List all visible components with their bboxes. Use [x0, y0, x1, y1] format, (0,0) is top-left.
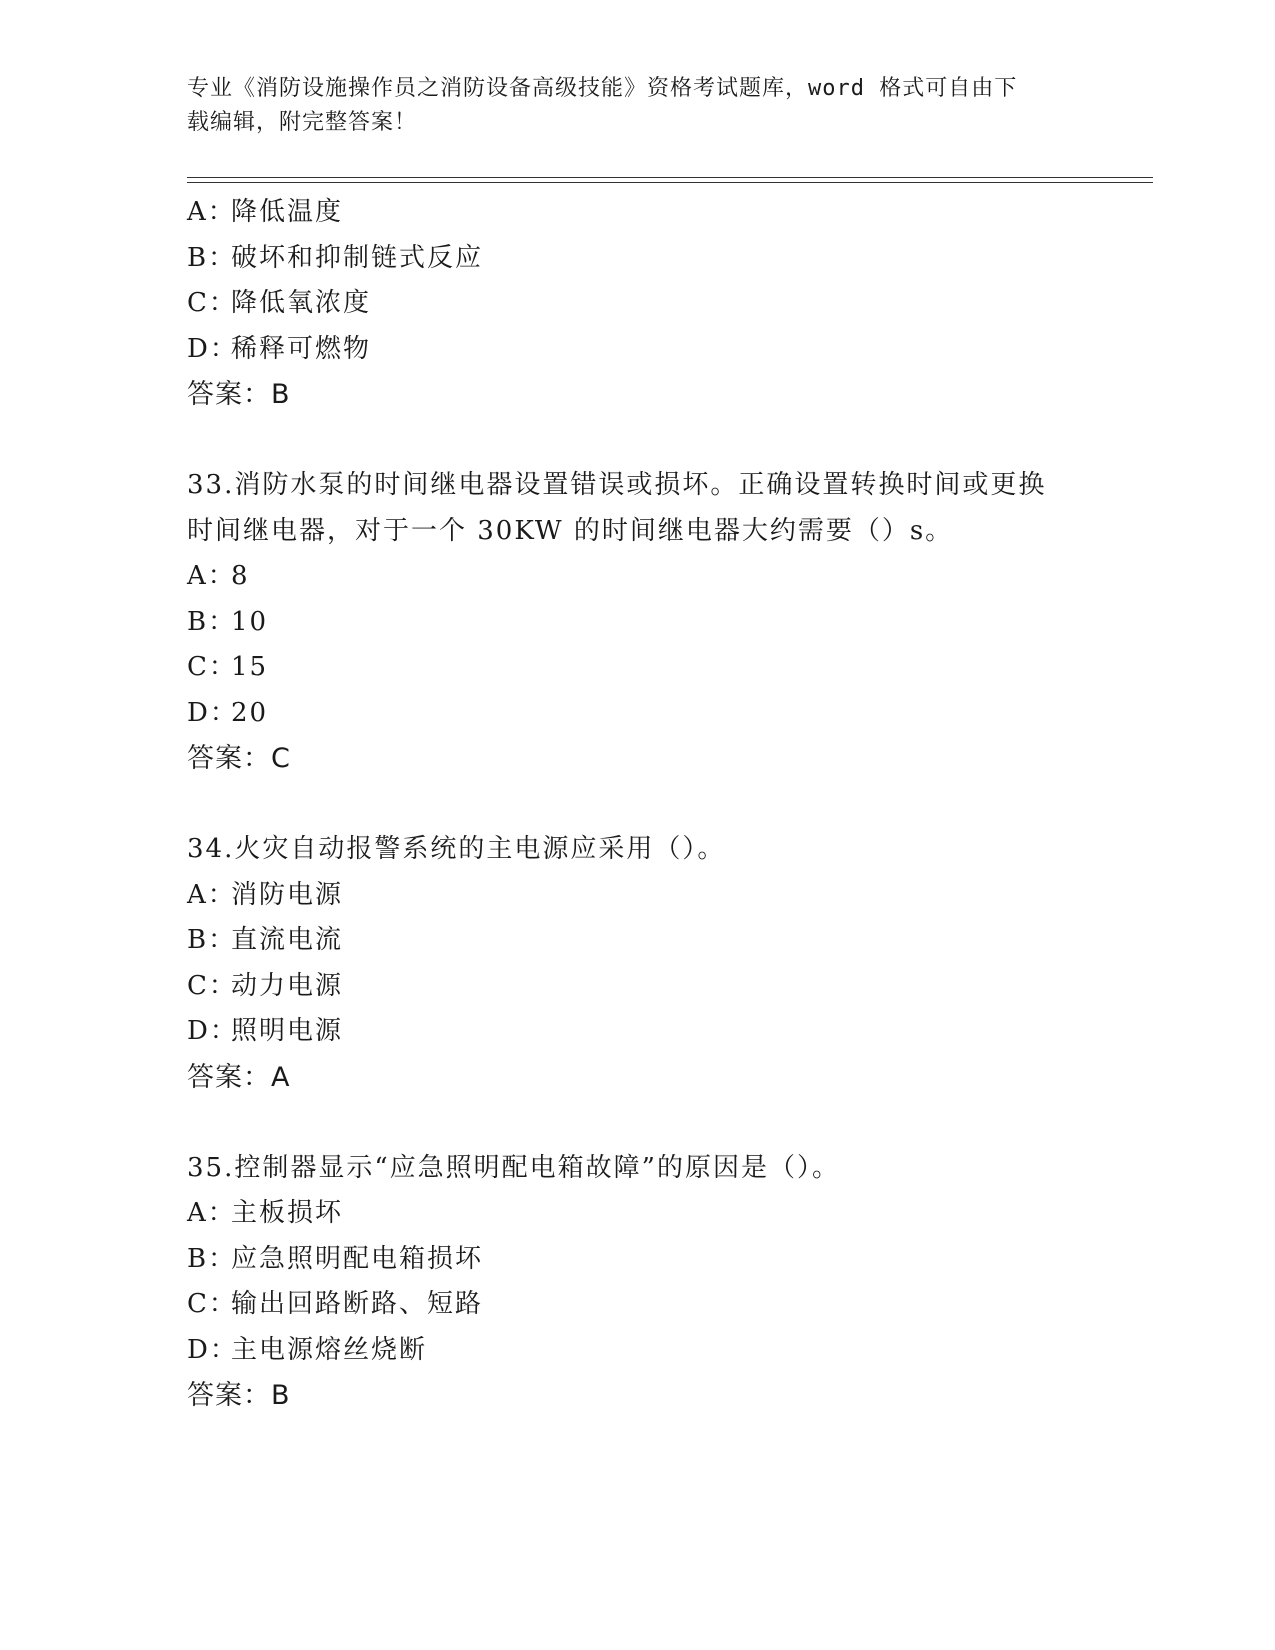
answer-line: 答案：A: [187, 1061, 291, 1093]
answer-line: 答案：B: [187, 1380, 291, 1411]
option-letter: C：: [187, 1289, 237, 1319]
option-c: [187, 964, 1087, 1010]
question-stem: [187, 1146, 1087, 1192]
option-c: [187, 645, 1087, 691]
option-b: [187, 918, 1087, 964]
question-block-32: [187, 190, 1087, 418]
question-stem-text: 消防水泵的时间继电器设置错误或损坏。正确设置转换时间或更换: [234, 470, 1047, 500]
question-number: 34.: [187, 834, 235, 864]
spacer: [187, 1100, 1087, 1146]
option-letter: A：: [187, 1198, 236, 1228]
option-letter: B：: [187, 606, 237, 637]
option-text: 直流电流: [231, 925, 344, 955]
option-d: [187, 691, 1087, 737]
option-d: [187, 1328, 1087, 1374]
option-text: 破坏和抑制链式反应: [231, 242, 484, 273]
option-d: [187, 327, 1087, 373]
option-letter: D：: [187, 1334, 238, 1365]
option-c: [187, 281, 1087, 327]
header-divider-bottom: [187, 182, 1153, 183]
option-letter: C：: [187, 970, 237, 1001]
option-letter: A：: [187, 197, 236, 227]
option-a: [187, 554, 1087, 600]
answer-line: 答案：C: [187, 743, 291, 774]
document-header-note: [187, 72, 1067, 140]
question-stem: [187, 827, 1087, 873]
option-text: 应急照明配电箱损坏: [231, 1243, 484, 1274]
spacer: [187, 418, 1087, 464]
option-text: 动力电源: [231, 970, 344, 1001]
option-letter: B：: [187, 925, 237, 955]
option-b: [187, 236, 1087, 282]
spacer: [187, 782, 1087, 828]
option-a: [187, 873, 1087, 919]
option-text: 8: [231, 561, 250, 591]
header-line-2: 载编辑，附完整答案！: [187, 110, 418, 135]
option-text: 15: [231, 652, 269, 682]
option-text: 输出回路断路、短路: [231, 1289, 484, 1319]
header-line-1: 专业《消防设施操作员之消防设备高级技能》资格考试题库，word 格式可自由下: [187, 76, 1018, 101]
question-stem-text: 控制器显示“应急照明配电箱故障”的原因是（）。: [234, 1152, 840, 1183]
question-stem: [187, 463, 1087, 509]
option-a: [187, 1191, 1087, 1237]
option-text: 降低温度: [231, 197, 344, 227]
option-c: [187, 1282, 1087, 1328]
option-letter: D：: [187, 333, 238, 364]
option-text: 稀释可燃物: [231, 333, 372, 364]
option-d: [187, 1009, 1087, 1055]
question-content: [187, 190, 1087, 1419]
question-block-33: [187, 463, 1087, 782]
option-text: 10: [231, 606, 269, 637]
option-text: 消防电源: [231, 879, 344, 910]
option-letter: B：: [187, 242, 237, 273]
option-letter: D：: [187, 1016, 238, 1046]
option-b: [187, 600, 1087, 646]
question-number: 33.: [187, 470, 235, 500]
question-block-34: [187, 827, 1087, 1100]
option-text: 20: [231, 697, 269, 728]
option-a: [187, 190, 1087, 236]
option-b: [187, 1237, 1087, 1283]
option-letter: B：: [187, 1243, 237, 1274]
option-text: 降低氧浓度: [231, 288, 372, 318]
option-letter: C：: [187, 288, 237, 318]
option-text: 主板损坏: [231, 1198, 344, 1228]
option-letter: C：: [187, 652, 237, 682]
option-letter: D：: [187, 697, 238, 728]
answer-line: 答案：B: [187, 379, 291, 410]
header-divider-top: [187, 177, 1153, 178]
option-letter: A：: [187, 879, 236, 910]
question-stem-text: 火灾自动报警系统的主电源应采用（）。: [234, 834, 726, 864]
question-block-35: [187, 1146, 1087, 1419]
option-letter: A：: [187, 561, 236, 591]
option-text: 主电源熔丝烧断: [231, 1334, 428, 1365]
question-number: 35.: [187, 1152, 235, 1183]
option-text: 照明电源: [231, 1016, 344, 1046]
question-stem-continued: 时间继电器，对于一个 30KW 的时间继电器大约需要（）s。: [187, 515, 954, 546]
